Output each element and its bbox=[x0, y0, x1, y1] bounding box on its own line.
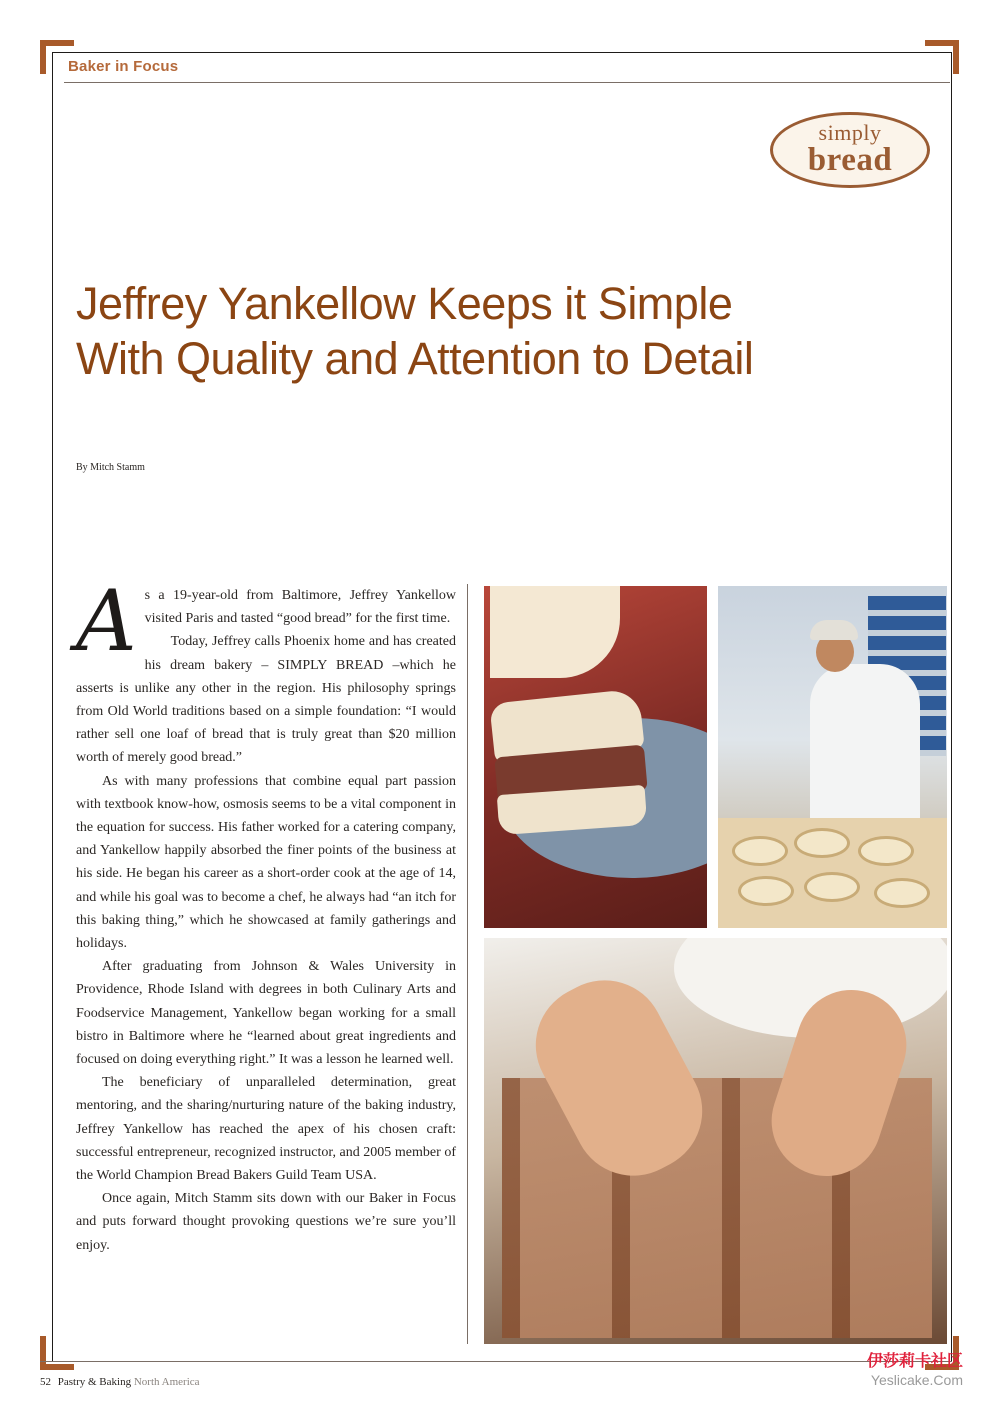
proofing-basket bbox=[738, 876, 794, 906]
logo-text-bottom: bread bbox=[807, 142, 893, 178]
article-body bbox=[76, 572, 456, 1257]
body-paragraph-1: As a 19-year-old from Baltimore, Jeffrey Yankellow visited Paris and tasted “good bread” for the first time. bbox=[76, 572, 456, 670]
body-paragraph-4: After graduating from Johnson & Wales University in Providence, Rhode Island with degrees in both Culinary Arts and Foodservice Management, Yankellow began working for a small bistro in Baltimore where he “learned about great ingredients and focused on doing everything right.” It was a lesson he learned well. bbox=[76, 959, 456, 1068]
publication-region: North America bbox=[133, 1376, 200, 1388]
corner-accent-top-right bbox=[925, 40, 959, 74]
article-byline: By Mitch Stamm bbox=[76, 462, 145, 473]
watermark-chinese: 伊莎莉卡社区 bbox=[866, 1353, 963, 1370]
photo-baker-shaping-dough bbox=[718, 586, 947, 928]
article-headline: Jeffrey Yankellow Keeps it Simple With Quality and Attention to Detail bbox=[76, 278, 754, 384]
watermark-domain: Yeslicake.Com bbox=[870, 1372, 963, 1388]
site-watermark bbox=[867, 1348, 963, 1388]
proofing-basket bbox=[804, 872, 860, 902]
body-paragraph-5: The beneficiary of unparalleled determination, great mentoring, and the sharing/nurturing nature of the baking industry, Jeffrey Yankellow has reached the apex of his chosen craft: successful entrepreneur, recognized instructor, and 2005 member of the World Champion Bread Bakers Guild Team USA. bbox=[76, 1075, 456, 1184]
baker-cap bbox=[810, 620, 858, 640]
body-paragraph-3: As with many professions that combine equal part passion with textbook know-how, osmosis seems to be a vital component in the equation for success. His father worked for a catering company, and Yankellow happily absorbed the finer points of the business at his side. He began his career as a short-order cook at the age of 14, and while his goal was to become a chef, he always had “an itch for this baking thing,” which he showcased at family gatherings and holidays. bbox=[76, 773, 456, 952]
logo-text-top: simply bbox=[818, 120, 882, 145]
proofing-basket bbox=[732, 836, 788, 866]
section-label: Baker in Focus bbox=[68, 58, 179, 75]
proofing-basket bbox=[874, 878, 930, 908]
column-divider bbox=[467, 584, 468, 1344]
simply-bread-logo bbox=[770, 112, 930, 188]
bread-loaf bbox=[490, 586, 620, 678]
baker-figure bbox=[810, 664, 920, 834]
photo-hands-in-bread-pans bbox=[484, 938, 947, 1344]
corner-accent-bottom-left bbox=[40, 1336, 74, 1370]
publication-name: Pastry & Baking bbox=[57, 1376, 132, 1388]
body-paragraph-6: Once again, Mitch Stamm sits down with our Baker in Focus and puts forward thought provoking questions we’re sure you’ll enjoy. bbox=[76, 1191, 456, 1253]
page-number: 52 bbox=[40, 1376, 51, 1388]
footer-divider bbox=[40, 1361, 952, 1362]
page-footer bbox=[40, 1376, 200, 1388]
drop-cap: A bbox=[76, 572, 137, 670]
section-divider bbox=[64, 82, 950, 83]
photo-sandwich bbox=[484, 586, 707, 928]
body-paragraph-2: Today, Jeffrey calls Phoenix home and has created his dream bakery – SIMPLY BREAD –which he asserts is unlike any other in the region. His philosophy springs from Old World traditions based on a simple foundation: “I would rather sell one loaf of bread that is truly great than $20 million worth of merely good bread.” bbox=[76, 634, 456, 766]
proofing-basket bbox=[858, 836, 914, 866]
proofing-basket bbox=[794, 828, 850, 858]
